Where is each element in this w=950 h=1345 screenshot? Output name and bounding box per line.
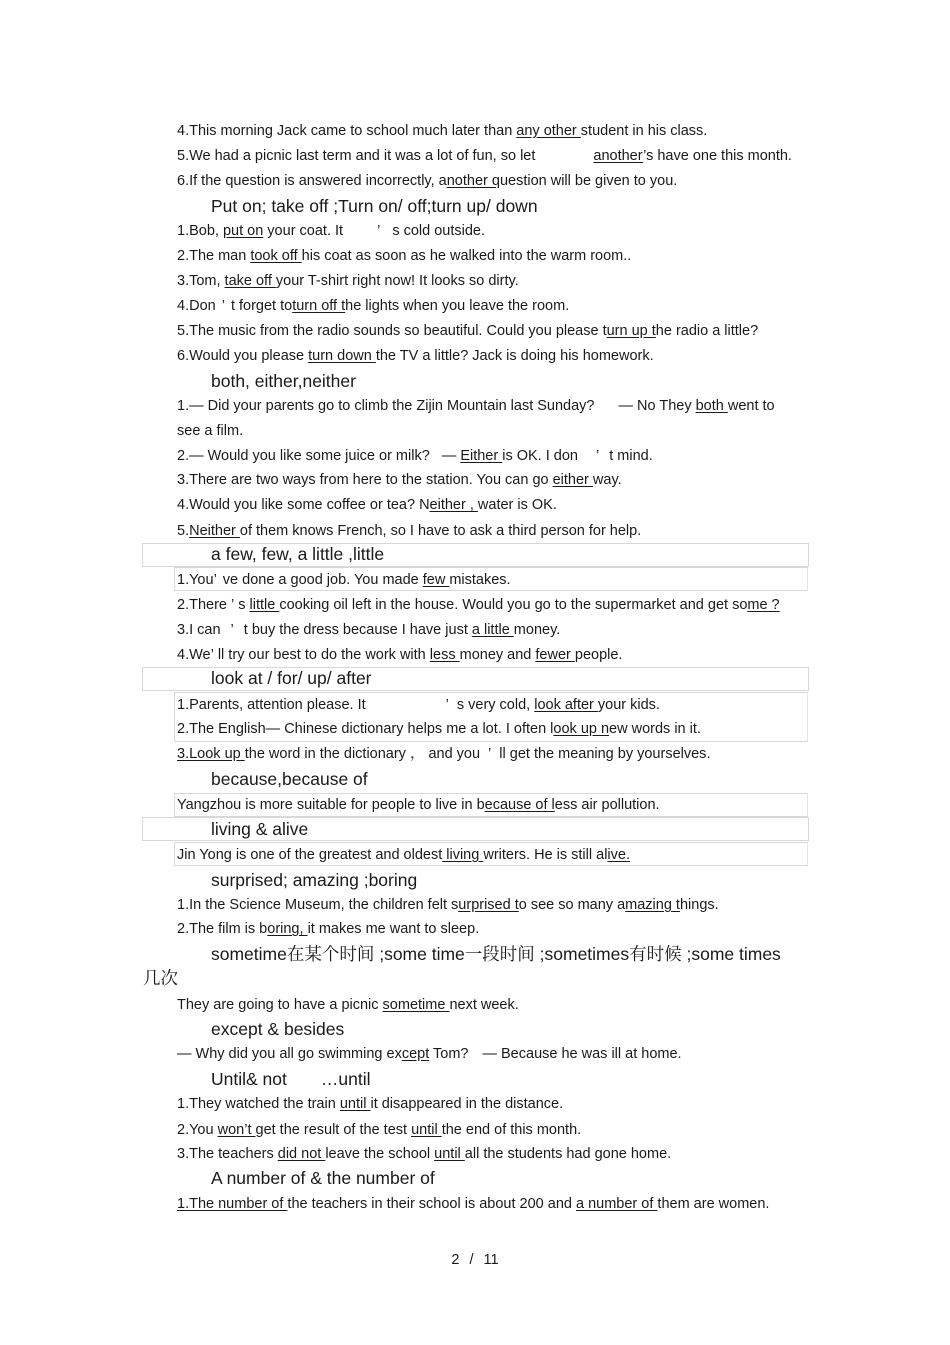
exercise-line: [177, 646, 622, 664]
text: his coat as soon as he walked into the warm room..: [301, 248, 632, 264]
text: ’s have one this month.: [643, 148, 792, 164]
section-heading: both, either,neither: [211, 371, 356, 391]
exercise-line: [177, 397, 775, 415]
text: ，: [409, 746, 425, 762]
text: ess air pollution.: [554, 797, 660, 813]
answer: Either: [460, 448, 503, 464]
text: t forget to: [230, 298, 293, 314]
answer: any other: [516, 123, 581, 139]
text: your coat. It: [263, 223, 344, 239]
text: water is OK.: [477, 497, 557, 513]
exercise-line: [177, 422, 243, 440]
text: the end of this month.: [441, 1122, 582, 1138]
text: Jin Yong is one of the greatest and oldest: [177, 847, 443, 863]
text: 3.There are two ways from here to the station. You can go: [177, 472, 553, 488]
text: ’: [445, 697, 449, 713]
text: 2.The man: [177, 248, 251, 264]
text: student in his class.: [580, 123, 708, 139]
text: Yangzhou is more suitable for people to live in b: [177, 797, 485, 813]
text: —: [441, 448, 461, 464]
text: 4.We: [177, 647, 211, 663]
text: o see so many a: [518, 897, 626, 913]
section-heading-continued: 几次: [143, 968, 178, 988]
exercise-line: [177, 322, 758, 340]
answer: turn off t: [292, 298, 346, 314]
text: the word in the dictionary: [244, 746, 406, 762]
text: 1.In the Science Museum, the children felt s: [177, 897, 459, 913]
answer: mazing t: [625, 897, 680, 913]
text: mistakes.: [449, 572, 511, 588]
text: 1.You: [177, 572, 214, 588]
text: ’: [213, 572, 217, 588]
answer: living: [442, 847, 484, 863]
answer: little: [249, 597, 280, 613]
exercise-line: [177, 896, 719, 914]
text: your kids.: [597, 697, 660, 713]
text: your T-shirt right now! It looks so dirty.: [275, 273, 519, 289]
current-page: 2: [451, 1252, 460, 1268]
answer: ive.: [607, 847, 630, 863]
answer: fewer: [535, 647, 575, 663]
answer: sometime: [382, 997, 450, 1013]
text: 5.The music from the radio sounds so beautiful. Could you please t: [177, 323, 607, 339]
section-heading: because,because of: [211, 769, 368, 789]
text: 3.I can: [177, 622, 221, 638]
text: 2.You: [177, 1122, 218, 1138]
text: ’: [596, 448, 600, 464]
exercise-line: [177, 796, 660, 814]
answer: ook up n: [553, 721, 610, 737]
text: all the students had gone home.: [464, 1146, 672, 1162]
exercise-line: [177, 1121, 581, 1139]
answer: another: [593, 148, 644, 164]
text: hings.: [679, 897, 719, 913]
exercise-line: [177, 297, 569, 315]
section-heading: except & besides: [211, 1019, 345, 1039]
text: ve done a good job. You made: [222, 572, 423, 588]
page-number: [0, 1252, 950, 1268]
exercise-line: [177, 846, 630, 864]
text: ’: [221, 298, 225, 314]
exercise-line: [177, 720, 701, 738]
text: 5.We had a picnic last term and it was a lot of fun, so let: [177, 148, 536, 164]
section-heading: look at / for/ up/ after: [211, 668, 372, 688]
text: 4.Would you like some coffee or tea? N: [177, 497, 430, 513]
text: the teachers in their school is about 200 and: [287, 1196, 576, 1212]
exercise-line: [177, 471, 622, 489]
text: money.: [513, 622, 561, 638]
answer: 1.The number of: [177, 1196, 288, 1212]
text: t buy the dress because I have just: [243, 622, 472, 638]
text: writers. He is still al: [483, 847, 608, 863]
text: leave the school: [325, 1146, 435, 1162]
answer: urprised t: [458, 897, 519, 913]
exercise-line: [177, 447, 653, 465]
text: 1.They watched the train: [177, 1096, 340, 1112]
answer: took off: [250, 248, 302, 264]
text: 2.There: [177, 597, 227, 613]
heading-part: Until& not: [211, 1069, 287, 1089]
text: 2.— Would you like some juice or milk?: [177, 448, 430, 464]
text: it disappeared in the distance.: [370, 1096, 564, 1112]
total-pages: 11: [483, 1252, 499, 1268]
text: ’: [488, 746, 492, 762]
section-heading: living & alive: [211, 819, 309, 839]
text: — Because he was ill at home.: [482, 1046, 682, 1062]
exercise-line: [177, 696, 660, 714]
text: ’: [377, 223, 381, 239]
exercise-line: [177, 496, 557, 514]
exercise-line: [177, 996, 519, 1014]
text: Tom?: [429, 1046, 469, 1062]
text: — No They: [618, 398, 696, 414]
answer: either ,: [429, 497, 478, 513]
answer: won: [217, 1122, 245, 1138]
text: 4.Don: [177, 298, 216, 314]
answer: until: [339, 1096, 371, 1112]
text: 4.This morning Jack came to school much later than: [177, 123, 517, 139]
exercise-line: [177, 571, 511, 589]
text: 5.: [177, 523, 190, 539]
text: s cold outside.: [392, 223, 486, 239]
text: went to: [727, 398, 775, 414]
text: see a film: [177, 423, 240, 439]
text: 1.Bob,: [177, 223, 223, 239]
text: 3.The teachers: [177, 1146, 278, 1162]
exercise-line: [177, 247, 631, 265]
text: uestion will be given to you.: [499, 173, 678, 189]
text: s: [238, 597, 250, 613]
text: 6.If the question is answered incorrectly, a: [177, 173, 447, 189]
exercise-line: [177, 596, 780, 614]
section-heading: A number of & the number of: [211, 1168, 435, 1188]
text: of them knows French, so I have to ask a third person for help.: [239, 523, 642, 539]
answer: t: [247, 1122, 256, 1138]
text: ll try our best to do the work with: [217, 647, 430, 663]
text: .: [239, 423, 244, 439]
text: 2.The English— Chinese dictionary helps me a lot. I often l: [177, 721, 554, 737]
text: They are going to have a picnic: [177, 997, 383, 1013]
heading-part: …until: [320, 1069, 371, 1089]
text: next week.: [449, 997, 519, 1013]
text: cooking oil left in the house. Would you go to the supermarket and get so: [279, 597, 748, 613]
answer: until: [434, 1146, 465, 1162]
text: ’: [210, 647, 214, 663]
section-heading: sometime在某个时间 ;some time一段时间 ;sometimes有时候 ;some times: [211, 944, 781, 964]
exercise-line: [177, 147, 792, 165]
answer: oring,: [267, 921, 308, 937]
text: money and: [459, 647, 536, 663]
exercise-line: [177, 272, 519, 290]
text: 3.Tom,: [177, 273, 225, 289]
answer: both: [695, 398, 728, 414]
text: — Why did you all go swimming ex: [177, 1046, 402, 1062]
text: and you: [428, 746, 481, 762]
exercise-line: [177, 920, 479, 938]
section-heading: Put on; take off ;Turn on/ off;turn up/ down: [211, 196, 538, 216]
text: them are women.: [657, 1196, 770, 1212]
answer: ecause of l: [484, 797, 555, 813]
text: .: [706, 746, 711, 762]
answer: did not: [277, 1146, 326, 1162]
text: ew words in it.: [609, 721, 701, 737]
text: 1.— Did your parents go to climb the Zijin Mountain last Sunday?: [177, 398, 595, 414]
answer: turn down: [308, 348, 376, 364]
text: people.: [574, 647, 623, 663]
text: it makes me want to sleep.: [307, 921, 480, 937]
text: get the result of the test: [255, 1122, 412, 1138]
text: t mind.: [609, 448, 653, 464]
answer: Neither: [189, 523, 240, 539]
text: 2.The film is b: [177, 921, 268, 937]
exercise-line: [177, 745, 710, 763]
text: he radio a little?: [655, 323, 759, 339]
answer: put on: [222, 223, 264, 239]
section-heading: [211, 1068, 370, 1090]
exercise-line: [177, 347, 654, 365]
exercise-line: [177, 172, 677, 190]
section-heading: a few, few, a little ,little: [211, 544, 385, 564]
exercise-line: [177, 1095, 563, 1113]
answer: look after: [534, 697, 598, 713]
text: he lights when you leave the room.: [345, 298, 570, 314]
answer: 3.Look up: [177, 746, 245, 762]
answer: few: [422, 572, 450, 588]
answer: a number of: [576, 1196, 658, 1212]
exercise-line: [177, 522, 641, 540]
exercise-line: [177, 1145, 671, 1163]
text: ’: [230, 622, 234, 638]
exercise-line: [177, 621, 560, 639]
exercise-line: [177, 122, 707, 140]
answer: urn up t: [606, 323, 656, 339]
text: ll get the meaning by yourselves: [499, 746, 707, 762]
exercise-line: [177, 222, 485, 240]
text: the TV a little? Jack is doing his homework.: [375, 348, 654, 364]
exercise-line: [177, 1045, 682, 1063]
answer: less: [429, 647, 460, 663]
answer: cept: [401, 1046, 430, 1062]
text: 6.Would you please: [177, 348, 309, 364]
text: is OK. I don: [502, 448, 578, 464]
answer: a little: [471, 622, 514, 638]
answer: me ?: [747, 597, 780, 613]
text: ’: [230, 597, 235, 613]
answer: take off: [224, 273, 276, 289]
exercise-line: [177, 1195, 769, 1213]
text: s very cold,: [456, 697, 535, 713]
text: 1.Parents, attention please. It: [177, 697, 366, 713]
text: way.: [592, 472, 622, 488]
answer: ’: [244, 1122, 248, 1138]
answer: either: [552, 472, 593, 488]
answer: until: [411, 1122, 442, 1138]
answer: nother q: [446, 173, 500, 189]
page-separator: /: [469, 1252, 474, 1268]
section-heading: surprised; amazing ;boring: [211, 870, 418, 890]
